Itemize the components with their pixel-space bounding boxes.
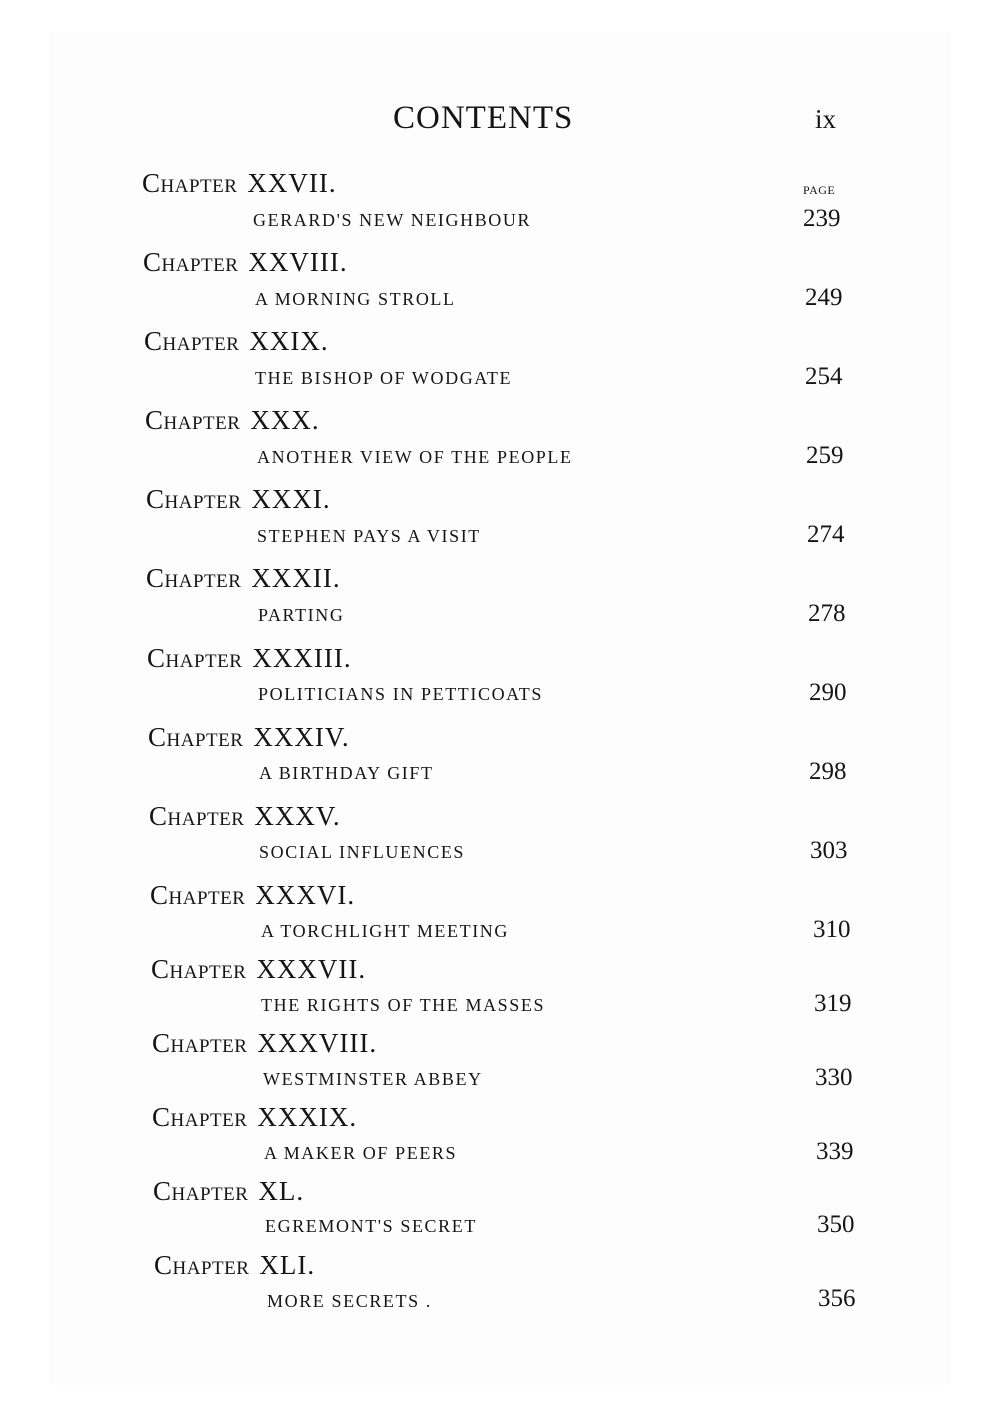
chapter-heading [152, 1102, 357, 1133]
chapter-heading [145, 405, 320, 436]
chapter-number: XXXIV. [253, 722, 350, 752]
chapter-title: STEPHEN PAYS A VISIT [257, 526, 481, 546]
chapter-page-number: 319 [814, 990, 852, 1017]
chapter-number: XXVIII. [248, 247, 348, 277]
chapter-title: THE RIGHTS OF THE MASSES [261, 995, 546, 1015]
chapter-heading [149, 801, 341, 832]
chapter-heading [144, 326, 329, 357]
chapter-number: XL. [258, 1176, 305, 1206]
chapter-word: Chapter [149, 801, 245, 831]
chapter-title: THE BISHOP OF WODGATE [255, 368, 513, 388]
chapter-title: A TORCHLIGHT MEETING [261, 921, 509, 941]
chapter-word: Chapter [145, 405, 241, 435]
chapter-number: XXIX. [249, 326, 329, 356]
chapter-number: XXXI. [251, 484, 331, 514]
chapter-number: XXXV. [254, 801, 341, 831]
chapter-title: WESTMINSTER ABBEY [263, 1069, 483, 1089]
chapter-number: XXX. [250, 405, 320, 435]
chapter-title: ANOTHER VIEW OF THE PEOPLE [257, 447, 573, 467]
chapter-heading [150, 880, 355, 911]
chapter-number: XLI. [259, 1250, 316, 1280]
chapter-word: Chapter [146, 563, 242, 593]
chapter-word: Chapter [148, 722, 244, 752]
chapter-page-number: 330 [815, 1064, 853, 1091]
chapter-number: XXXVIII. [257, 1028, 378, 1058]
page-title: CONTENTS [393, 100, 574, 136]
chapter-page-number: 298 [809, 758, 847, 785]
chapter-title: A MORNING STROLL [255, 289, 456, 309]
chapter-heading [142, 168, 337, 199]
chapter-title: A MAKER OF PEERS [264, 1143, 458, 1163]
chapter-word: Chapter [151, 954, 247, 984]
chapter-page-number: 356 [818, 1285, 856, 1312]
chapter-page-number: 290 [809, 679, 847, 706]
chapter-title: POLITICIANS IN PETTICOATS [258, 684, 543, 704]
chapter-word: Chapter [153, 1176, 249, 1206]
chapter-heading [148, 722, 350, 753]
chapter-word: Chapter [146, 484, 242, 514]
chapter-page-number: 303 [810, 837, 848, 864]
chapter-page-number: 310 [813, 916, 851, 943]
chapter-page-number: 259 [806, 442, 844, 469]
chapter-heading [153, 1176, 304, 1207]
page-column-label: PAGE [803, 183, 836, 197]
chapter-page-number: 254 [805, 363, 843, 390]
chapter-word: Chapter [150, 880, 246, 910]
chapter-number: XXXII. [251, 563, 341, 593]
chapter-page-number: 339 [816, 1138, 854, 1165]
chapter-word: Chapter [143, 247, 239, 277]
chapter-word: Chapter [154, 1250, 250, 1280]
chapter-heading [143, 247, 348, 278]
chapter-title: MORE SECRETS . [267, 1291, 432, 1311]
chapter-title: EGREMONT'S SECRET [265, 1216, 477, 1236]
chapter-number: XXXIII. [252, 643, 352, 673]
chapter-heading [154, 1250, 315, 1281]
chapter-heading [151, 954, 366, 985]
chapter-page-number: 239 [803, 205, 841, 232]
chapter-heading [147, 643, 352, 674]
chapter-title: A BIRTHDAY GIFT [259, 763, 434, 783]
chapter-heading [146, 563, 341, 594]
chapter-word: Chapter [152, 1028, 248, 1058]
chapter-number: XXVII. [247, 168, 337, 198]
chapter-title: PARTING [258, 605, 345, 625]
chapter-word: Chapter [152, 1102, 248, 1132]
chapter-word: Chapter [142, 168, 238, 198]
chapter-word: Chapter [144, 326, 240, 356]
chapter-number: XXXVI. [255, 880, 356, 910]
chapter-page-number: 249 [805, 284, 843, 311]
chapter-page-number: 350 [817, 1211, 855, 1238]
page-folio-number: ix [815, 104, 837, 134]
chapter-word: Chapter [147, 643, 243, 673]
chapter-heading [146, 484, 331, 515]
chapter-number: XXXVII. [256, 954, 367, 984]
chapter-heading [152, 1028, 377, 1059]
chapter-title: GERARD'S NEW NEIGHBOUR [253, 210, 532, 230]
chapter-number: XXXIX. [257, 1102, 358, 1132]
chapter-title: SOCIAL INFLUENCES [259, 842, 466, 862]
chapter-page-number: 274 [807, 521, 845, 548]
chapter-page-number: 278 [808, 600, 846, 627]
